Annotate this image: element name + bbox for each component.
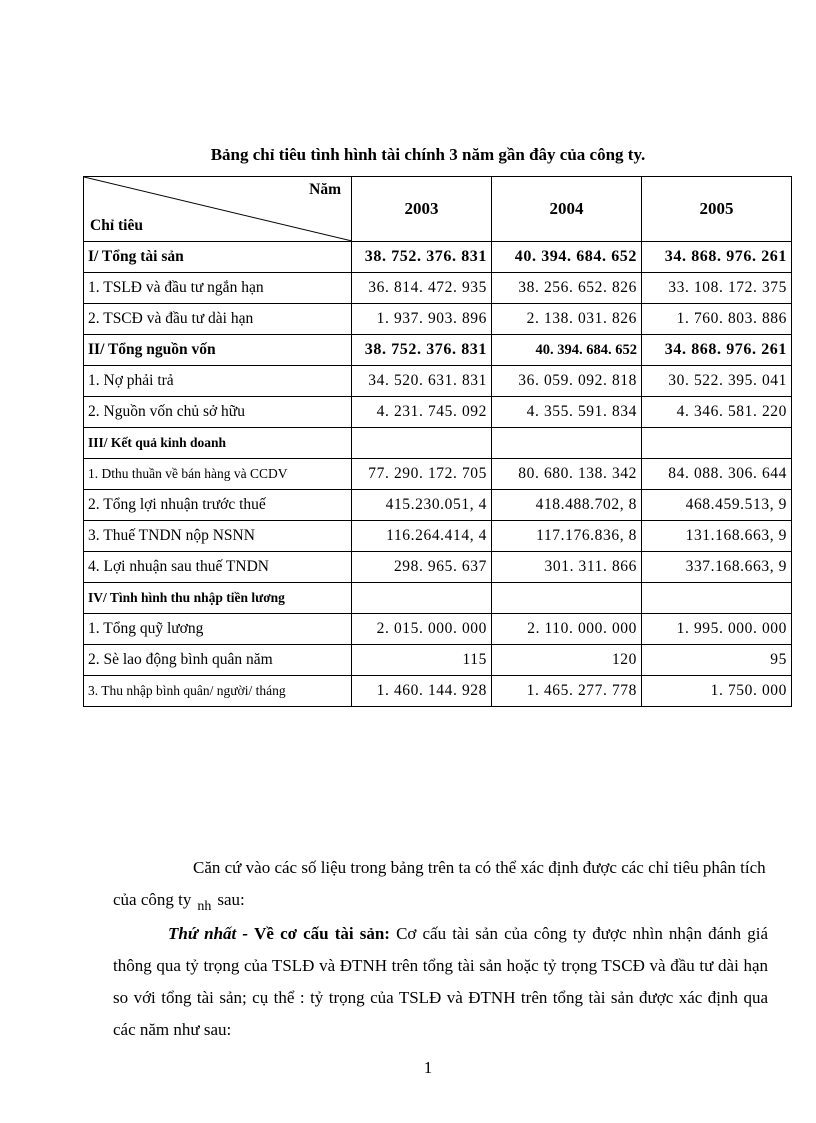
row-label: 1. TSLĐ và đầu tư ngắn hạn	[84, 273, 352, 304]
cell-2004: 2. 138. 031. 826	[492, 304, 642, 335]
cell-2003: 77. 290. 172. 705	[352, 459, 492, 490]
paragraph-intro-text: Căn cứ vào các số liệu trong bảng trên ta có thể xác định được các chỉ tiêu phân tích của công ty	[113, 858, 766, 909]
corner-label-indicator: Chỉ tiêu	[90, 217, 143, 234]
cell-2004: 40. 394. 684. 652	[492, 242, 642, 273]
cell-2004: 2. 110. 000. 000	[492, 614, 642, 645]
table-row	[84, 676, 792, 707]
paragraph-intro-sub: nh	[197, 899, 212, 914]
cell-2003: 38. 752. 376. 831	[352, 242, 492, 273]
year-header-2003: 2003	[352, 177, 492, 242]
corner-header-cell	[84, 177, 352, 242]
row-label: 3. Thuế TNDN nộp NSNN	[84, 521, 352, 552]
cell-2004: 120	[492, 645, 642, 676]
cell-2003	[352, 428, 492, 459]
row-label: 2. Sè lao động bình quân năm	[84, 645, 352, 676]
paragraph-intro-end: sau:	[217, 890, 245, 909]
cell-2003: 4. 231. 745. 092	[352, 397, 492, 428]
cell-2004: 418.488.702, 8	[492, 490, 642, 521]
cell-2003: 298. 965. 637	[352, 552, 492, 583]
paragraph-lead: Thứ nhất -	[168, 924, 249, 943]
row-label: 2. Nguồn vốn chủ sở hữu	[84, 397, 352, 428]
cell-2004: 1. 465. 277. 778	[492, 676, 642, 707]
cell-2005: 1. 760. 803. 886	[642, 304, 792, 335]
paragraph-heading: Về cơ cấu tài sản:	[254, 924, 390, 943]
cell-2005: 34. 868. 976. 261	[642, 335, 792, 366]
row-label: 2. Tổng lợi nhuận trước thuế	[84, 490, 352, 521]
paragraph-body: Cơ cấu tài sản của công ty được nhìn nhận đánh giá thông qua tỷ trọng của TSLĐ và ĐTNH trên tổng tài sản hoặc tỷ trọng TSCĐ và đầu tư dài hạn so với tổng tài sản; cụ thể : tỷ trọng của TSLĐ và ĐTNH trên tổng tài sản được xác định qua các năm như sau:	[113, 924, 768, 1039]
cell-2005: 468.459.513, 9	[642, 490, 792, 521]
cell-2004: 80. 680. 138. 342	[492, 459, 642, 490]
cell-2004: 36. 059. 092. 818	[492, 366, 642, 397]
row-label: I/ Tổng tài sản	[84, 242, 352, 273]
row-label: 1. Dthu thuần về bán hàng và CCDV	[84, 459, 352, 490]
table-row	[84, 428, 792, 459]
cell-2004: 38. 256. 652. 826	[492, 273, 642, 304]
cell-2003: 36. 814. 472. 935	[352, 273, 492, 304]
row-label: 1. Tổng quỹ lương	[84, 614, 352, 645]
cell-2005: 1. 995. 000. 000	[642, 614, 792, 645]
cell-2003: 415.230.051, 4	[352, 490, 492, 521]
year-header-2005: 2005	[642, 177, 792, 242]
row-label: III/ Kết quả kinh doanh	[84, 428, 352, 459]
cell-2005: 34. 868. 976. 261	[642, 242, 792, 273]
financial-table	[83, 176, 792, 707]
cell-2003: 34. 520. 631. 831	[352, 366, 492, 397]
cell-2005: 1. 750. 000	[642, 676, 792, 707]
cell-2005: 33. 108. 172. 375	[642, 273, 792, 304]
cell-2003	[352, 583, 492, 614]
cell-2005: 84. 088. 306. 644	[642, 459, 792, 490]
table-row	[84, 490, 792, 521]
row-label: II/ Tổng nguồn vốn	[84, 335, 352, 366]
cell-2003: 1. 937. 903. 896	[352, 304, 492, 335]
cell-2005: 95	[642, 645, 792, 676]
cell-2004	[492, 583, 642, 614]
row-label: 4. Lợi nhuận sau thuế TNDN	[84, 552, 352, 583]
row-label: 3. Thu nhập bình quân/ người/ tháng	[84, 676, 352, 707]
table-row	[84, 645, 792, 676]
cell-2003: 2. 015. 000. 000	[352, 614, 492, 645]
cell-2005: 131.168.663, 9	[642, 521, 792, 552]
page-number: 1	[423, 1058, 433, 1077]
table-row	[84, 366, 792, 397]
table-row	[84, 459, 792, 490]
cell-2004: 117.176.836, 8	[492, 521, 642, 552]
cell-2005: 30. 522. 395. 041	[642, 366, 792, 397]
table-title: Bảng chỉ tiêu tình hình tài chính 3 năm gần đây của công ty.	[210, 145, 646, 164]
paragraph-intro	[113, 852, 768, 918]
paragraph-asset-structure	[113, 918, 768, 1046]
cell-2004: 40. 394. 684. 652	[492, 335, 642, 366]
table-row	[84, 614, 792, 645]
table-row	[84, 304, 792, 335]
corner-label-year: Năm	[309, 181, 341, 198]
table-row	[84, 521, 792, 552]
cell-2005	[642, 583, 792, 614]
cell-2005: 337.168.663, 9	[642, 552, 792, 583]
table-row	[84, 242, 792, 273]
cell-2003: 38. 752. 376. 831	[352, 335, 492, 366]
row-label: IV/ Tình hình thu nhập tiền lương	[84, 583, 352, 614]
table-row	[84, 397, 792, 428]
table-row	[84, 552, 792, 583]
cell-2005	[642, 428, 792, 459]
row-label: 1. Nợ phải trả	[84, 366, 352, 397]
row-label: 2. TSCĐ và đầu tư dài hạn	[84, 304, 352, 335]
cell-2004: 301. 311. 866	[492, 552, 642, 583]
cell-2005: 4. 346. 581. 220	[642, 397, 792, 428]
table-row	[84, 273, 792, 304]
cell-2003: 115	[352, 645, 492, 676]
table-row	[84, 583, 792, 614]
cell-2003: 116.264.414, 4	[352, 521, 492, 552]
year-header-2004: 2004	[492, 177, 642, 242]
cell-2004	[492, 428, 642, 459]
table-header-row	[84, 177, 792, 242]
table-row	[84, 335, 792, 366]
cell-2004: 4. 355. 591. 834	[492, 397, 642, 428]
cell-2003: 1. 460. 144. 928	[352, 676, 492, 707]
